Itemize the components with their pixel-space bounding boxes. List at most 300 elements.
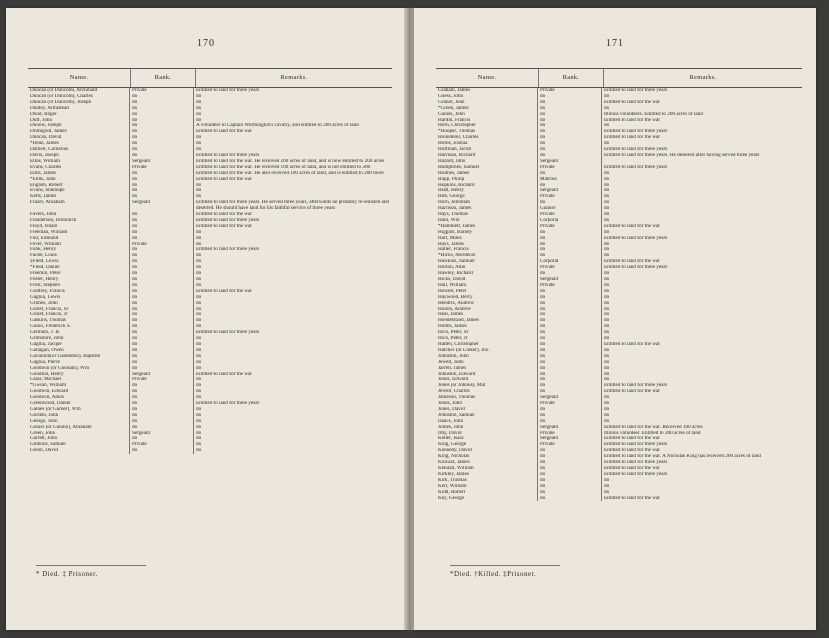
name-cell: *Hicks, Mordecai xyxy=(436,253,538,259)
rank-cell: Private xyxy=(538,431,602,437)
remarks-cell: do xyxy=(604,170,610,176)
name-cell: Duncan (or Duncom), Joseph xyxy=(28,100,130,106)
name-cell: Jarrell, James xyxy=(436,366,538,372)
rank-cell: Sergeant xyxy=(130,200,194,212)
rank-cell: do xyxy=(130,360,194,366)
remarks-cell: Entitled to land for three years xyxy=(604,164,668,170)
rank-cell: do xyxy=(538,389,602,395)
name-cell: Huffman, Jacob xyxy=(436,147,538,153)
roster-table xyxy=(28,68,392,454)
name-cell: Gratiot, Jean xyxy=(436,100,538,106)
name-cell: Humphries, Samuel xyxy=(436,165,538,171)
rank-cell: do xyxy=(130,118,194,124)
remarks-cell: do xyxy=(196,111,202,117)
rank-cell: do xyxy=(130,318,194,324)
rank-cell: do xyxy=(130,271,194,277)
rank-cell: do xyxy=(538,478,602,484)
rank-cell: do xyxy=(538,118,602,124)
rank-cell: do xyxy=(538,271,602,277)
rank-cell: do xyxy=(538,129,602,135)
name-cell: Frost, Stephen xyxy=(28,283,130,289)
rank-cell: Private xyxy=(538,194,602,200)
rank-cell: do xyxy=(538,413,602,419)
rank-cell: do xyxy=(538,106,602,112)
remarks-cell: do xyxy=(196,300,202,306)
name-cell: Duncan (or Duncom), Charles xyxy=(28,94,130,100)
name-cell: Hays, James xyxy=(436,242,538,248)
rank-cell: do xyxy=(130,265,194,271)
remarks-cell: do xyxy=(604,324,610,330)
remarks-cell: Entitled to land for three years xyxy=(604,265,668,271)
rank-cell: do xyxy=(130,141,194,147)
rank-cell: do xyxy=(130,348,194,354)
remarks-cell: do xyxy=(604,247,610,253)
remarks-cell: Entitled to land for the war xyxy=(196,288,253,294)
remarks-cell: do xyxy=(196,365,202,371)
name-cell: Fair, Edmund xyxy=(28,236,130,242)
name-cell: Gagnia, Pierre xyxy=(28,360,130,366)
rank-cell: do xyxy=(130,277,194,283)
remarks-cell: do xyxy=(196,117,202,123)
rank-cell: do xyxy=(130,436,194,442)
rank-cell: Private xyxy=(538,88,602,94)
name-cell: Graham, James xyxy=(436,88,538,94)
remarks-cell: do xyxy=(196,341,202,347)
left-page xyxy=(6,8,406,630)
name-cell: Darnell, Cornelius xyxy=(28,147,130,153)
remarks-cell: Entitled to land for three years xyxy=(196,152,260,158)
name-header: Name. xyxy=(28,69,131,87)
remarks-cell: do xyxy=(196,241,202,247)
rank-cell: Gunner xyxy=(538,206,602,212)
name-cell: Jones, Edward xyxy=(436,377,538,383)
rank-cell: do xyxy=(538,123,602,129)
remarks-cell: Entitled to land for three years. He deserted after having served three years xyxy=(604,152,760,158)
remarks-cell: Entitled to land for three years xyxy=(604,129,668,135)
remarks-cell: do xyxy=(196,235,202,241)
name-cell: Harrison, Richard xyxy=(436,153,538,159)
remarks-cell: Entitled to land for the war xyxy=(604,466,661,471)
table-body xyxy=(436,88,802,501)
remarks-cell: Entitled to land for the war xyxy=(604,436,661,442)
name-cell: Gaines (or Garner), Wm xyxy=(28,407,130,413)
remarks-cell: do xyxy=(196,135,202,141)
rank-cell: do xyxy=(130,129,194,135)
remarks-cell: do xyxy=(196,229,202,235)
rank-cell: Sergeant xyxy=(130,159,194,165)
remarks-cell: do xyxy=(196,324,202,330)
rank-cell: do xyxy=(130,401,194,407)
rank-cell: do xyxy=(538,372,602,378)
name-cell: Hall, William xyxy=(436,283,538,289)
remarks-cell: Entitled to land for three years xyxy=(196,88,260,93)
name-cell: *Field, Daniel xyxy=(28,265,130,271)
name-cell: Johnston, Samuel xyxy=(436,413,538,419)
name-cell: Horton, Adin xyxy=(436,265,538,271)
remarks-cell: do xyxy=(604,336,610,342)
name-cell: Favers, John xyxy=(28,212,130,218)
name-cell: Doud, Roger xyxy=(28,112,130,118)
name-cell: Kirk, Thomas xyxy=(436,478,538,484)
rank-cell: do xyxy=(130,183,194,189)
remarks-cell: Entitled to land for the war xyxy=(604,117,661,123)
remarks-cell: do xyxy=(604,347,610,353)
name-cell: Hico, Peter, Jr xyxy=(436,336,538,342)
remarks-cell: do xyxy=(604,229,610,235)
name-cell: Johnston, Edward xyxy=(436,372,538,378)
remarks-cell: do xyxy=(604,194,610,200)
name-cell: Greenwood, Daniel xyxy=(28,401,130,407)
rank-cell: do xyxy=(538,383,602,389)
rank-cell: do xyxy=(538,466,602,472)
rank-cell: do xyxy=(538,312,602,318)
rank-cell: Private xyxy=(130,88,194,94)
name-cell: *Gwinn, William xyxy=(28,383,130,389)
remarks-cell: Entitled to land for three years xyxy=(604,88,668,93)
rank-cell: do xyxy=(538,496,602,502)
name-cell: Gaines, John xyxy=(436,112,538,118)
table-row xyxy=(436,496,802,502)
remarks-cell: do xyxy=(604,271,610,277)
name-cell: Gaskins, Thomas xyxy=(28,318,130,324)
name-cell: *Dean, James xyxy=(28,141,130,147)
remarks-cell: do xyxy=(196,359,202,365)
name-cell: Glenn, David xyxy=(28,448,130,454)
name-cell: Gibbons, Samuel xyxy=(28,442,130,448)
rank-cell: Corporal xyxy=(538,259,602,265)
rank-cell: do xyxy=(538,112,602,118)
remarks-cell: do xyxy=(196,377,202,383)
rank-cell: do xyxy=(130,212,194,218)
rank-cell: do xyxy=(130,171,194,177)
remarks-cell: Entitled to land for three years xyxy=(196,330,260,336)
remarks-cell: do xyxy=(604,123,610,129)
remarks-cell: do xyxy=(196,253,202,259)
rank-cell: do xyxy=(538,348,602,354)
rank-cell: Sergeant xyxy=(538,277,602,283)
name-cell: Heal, James xyxy=(436,312,538,318)
name-cell: Garrett, John xyxy=(28,436,130,442)
remarks-header: Remarks. xyxy=(689,74,717,81)
rank-cell: Private xyxy=(538,283,602,289)
remarks-cell: do xyxy=(604,406,610,412)
name-cell: Elms, William xyxy=(28,159,130,165)
page-number: 171 xyxy=(606,38,624,49)
rank-cell: do xyxy=(538,324,602,330)
name-cell: Frazer, Abraham xyxy=(28,200,130,212)
rank-cell: do xyxy=(130,153,194,159)
remarks-cell: Entitled to land for three years xyxy=(604,471,668,477)
remarks-cell: do xyxy=(604,282,610,288)
rank-cell: Private xyxy=(538,401,602,407)
rank-cell: do xyxy=(538,301,602,307)
name-cell: Kerr, William xyxy=(436,484,538,490)
rank-cell: Private xyxy=(130,377,194,383)
rank-cell: Sergeant xyxy=(538,188,602,194)
name-cell: *Green, James xyxy=(436,106,538,112)
remarks-cell: do xyxy=(604,401,610,407)
name-cell: Duncan, David xyxy=(28,135,130,141)
remarks-cell: do xyxy=(196,182,202,188)
rank-cell: do xyxy=(538,360,602,366)
remarks-cell: Entitled to land for three years xyxy=(604,460,668,466)
rank-cell: do xyxy=(130,295,194,301)
rank-cell: do xyxy=(538,460,602,466)
name-cell: Germain, J. B. xyxy=(28,330,130,336)
name-cell: George, John xyxy=(28,419,130,425)
name-cell: Goodwin, Edward xyxy=(28,389,130,395)
name-cell: Davis, Joseph xyxy=(28,153,130,159)
rank-cell: do xyxy=(538,448,602,454)
remarks-cell: Entitled to land for the war xyxy=(196,212,253,218)
name-cell: Haywood, Berry xyxy=(436,295,538,301)
rank-cell: do xyxy=(130,395,194,401)
rank-cell: do xyxy=(130,177,194,183)
name-header: Name. xyxy=(436,69,539,87)
remarks-cell: do xyxy=(604,288,610,294)
rank-cell: Sergeant xyxy=(130,431,194,437)
remarks-cell: do xyxy=(604,141,610,147)
name-cell: Goodwin, Amos xyxy=(28,395,130,401)
remarks-cell: do xyxy=(196,141,202,147)
name-cell: Hite, George xyxy=(436,194,538,200)
remarks-cell: Entitled to land for the war xyxy=(604,135,661,141)
rank-cell: do xyxy=(538,135,602,141)
remarks-cell: do xyxy=(604,253,610,259)
remarks-cell: do xyxy=(196,306,202,312)
remarks-cell: do xyxy=(196,99,202,105)
remarks-cell: do xyxy=(196,418,202,424)
remarks-cell: do xyxy=(196,105,202,111)
name-cell: Gagnia, Jacque xyxy=(28,342,130,348)
name-cell: Jones, John xyxy=(436,401,538,407)
remarks-cell: do xyxy=(196,347,202,353)
name-cell: Funk, Henry xyxy=(28,247,130,253)
rank-cell: do xyxy=(130,312,194,318)
remarks-cell: do xyxy=(196,336,202,342)
remarks-cell: Entitled to land for three years xyxy=(604,442,668,448)
name-cell: Hobbs, James xyxy=(436,324,538,330)
name-cell: Higgins, Barney xyxy=(436,230,538,236)
remarks-cell: do xyxy=(604,477,610,483)
table-body xyxy=(28,88,392,454)
rank-cell: do xyxy=(130,366,194,372)
footnote: * Died. ‡ Prisoner. xyxy=(36,565,146,578)
remarks-cell: do xyxy=(604,217,610,223)
name-cell: Hazard, John xyxy=(436,159,538,165)
name-cell: Jones (or Johnus), Mat xyxy=(436,383,538,389)
remarks-cell: do xyxy=(604,395,610,401)
rank-cell: do xyxy=(538,419,602,425)
name-cell: Foster, Henry xyxy=(28,277,130,283)
name-cell: Drumgold, James xyxy=(28,129,130,135)
name-cell: Kennedy, David xyxy=(436,448,538,454)
name-cell: Gagnia, Lewis xyxy=(28,295,130,301)
name-cell: Elms, James xyxy=(28,171,130,177)
rank-cell: Matross xyxy=(538,177,602,183)
rank-cell: do xyxy=(130,301,194,307)
remarks-cell: do xyxy=(196,265,202,271)
name-cell: ‡Field, Lewis xyxy=(28,259,130,265)
rank-cell: Private xyxy=(130,442,194,448)
remarks-cell: Entitled to land for the war xyxy=(604,223,661,229)
remarks-cell: Entitled to land for the war xyxy=(604,259,661,265)
remarks-cell: do xyxy=(604,188,610,194)
rank-cell: do xyxy=(130,112,194,118)
remarks-cell: Entitled to land for the war. He received 100 acres of land, and is not entitled to 200 xyxy=(196,164,371,170)
remarks-cell: do xyxy=(604,483,610,489)
rank-cell: do xyxy=(538,407,602,413)
rank-cell: do xyxy=(538,454,602,460)
remarks-cell: do xyxy=(604,418,610,424)
rank-cell: do xyxy=(130,230,194,236)
rank-cell: do xyxy=(538,141,602,147)
rank-cell: Private xyxy=(538,265,602,271)
rank-cell: do xyxy=(130,448,194,454)
remarks-cell: do xyxy=(604,105,610,111)
rank-cell: do xyxy=(538,100,602,106)
name-cell: Hatten, Christopher xyxy=(436,342,538,348)
remarks-cell: do xyxy=(196,442,202,448)
name-cell: Flanderson, Dominick xyxy=(28,218,130,224)
remarks-cell: do xyxy=(196,271,202,277)
rank-cell: Sergeant xyxy=(538,425,602,431)
remarks-cell: Entitled to land for the war xyxy=(604,341,661,347)
table-header xyxy=(436,69,802,88)
rank-cell: do xyxy=(130,247,194,253)
rank-cell: do xyxy=(130,283,194,289)
name-cell: Kendall, William xyxy=(436,466,538,472)
remarks-cell: do xyxy=(196,147,202,153)
name-cell: Joines, John xyxy=(436,425,538,431)
rank-cell: do xyxy=(130,194,194,200)
name-cell: *Hammett, James xyxy=(436,224,538,230)
remarks-cell: do xyxy=(196,93,202,99)
rank-cell: do xyxy=(538,330,602,336)
name-cell: Howell, Peter xyxy=(436,289,538,295)
remarks-cell: do xyxy=(604,306,610,312)
name-cell: King, George xyxy=(436,442,538,448)
rank-cell: Private xyxy=(130,242,194,248)
name-cell: Floyd, Isham xyxy=(28,224,130,230)
name-cell: Hopkins, Richard xyxy=(436,183,538,189)
name-cell: Hieldebrand, James xyxy=(436,318,538,324)
name-cell: Holmes, James xyxy=(436,171,538,177)
name-cell: Jameson, Thomas xyxy=(436,395,538,401)
remarks-cell: Entitled to land for three years xyxy=(196,401,260,407)
remarks-cell: do xyxy=(604,206,610,212)
rank-cell: do xyxy=(538,242,602,248)
remarks-cell: do xyxy=(604,93,610,99)
remarks-cell: do xyxy=(196,282,202,288)
remarks-cell: do xyxy=(604,182,610,188)
name-cell: Jewell, Charles xyxy=(436,389,538,395)
rank-cell: do xyxy=(130,413,194,419)
name-cell: Glass, Michael xyxy=(28,377,130,383)
remarks-cell: Illinois volunteer. Entitled to 200 acres of land xyxy=(604,430,701,436)
remarks-cell: do xyxy=(196,436,202,442)
remarks-cell: Entitled to land for the war xyxy=(196,129,253,135)
name-cell: Fache, Louis xyxy=(28,253,130,259)
remarks-cell: do xyxy=(604,371,610,377)
name-cell: Evans, Stanhope xyxy=(28,188,130,194)
rank-cell: do xyxy=(130,336,194,342)
rank-cell: do xyxy=(538,336,602,342)
rank-cell: Private xyxy=(538,165,602,171)
name-cell: Guion, Frederick S. xyxy=(28,324,130,330)
remarks-cell: do xyxy=(196,194,202,200)
remarks-cell: do xyxy=(604,412,610,418)
name-cell: Ketts, James xyxy=(28,194,130,200)
name-cell: Dunow, Joseph xyxy=(28,123,130,129)
rank-cell: do xyxy=(130,135,194,141)
remarks-cell: Entitled to land for the war xyxy=(604,389,661,395)
remarks-cell: Illinois volunteers. Entitled to 200 acres of land xyxy=(604,111,703,117)
name-cell: Hawkins, Samuel xyxy=(436,259,538,265)
table-header xyxy=(28,69,392,88)
name-cell: Hays, Thomas xyxy=(436,212,538,218)
name-cell: Hawley, Richard xyxy=(436,271,538,277)
remarks-cell: Entitled to land for three years xyxy=(196,247,260,253)
rank-cell: do xyxy=(538,490,602,496)
rank-cell: do xyxy=(130,342,194,348)
remarks-cell: Entitled to land for the war. He received 200 acres of land, and is now entitled to 200 acres xyxy=(196,158,385,164)
name-cell: Horn, Jeremiah xyxy=(436,200,538,206)
name-cell: Godfrey, Francis xyxy=(28,289,130,295)
rank-cell: Private xyxy=(538,442,602,448)
rank-cell: do xyxy=(538,289,602,295)
rank-cell: do xyxy=(538,200,602,206)
remarks-cell: Entitled to land for three years. He served three years, afterwards he probably re-enlisted and deserted. He should have land for his faithful service of three years xyxy=(196,200,390,212)
remarks-cell: A volunteer in Captain Worthington's cavalry, and entitled to 200 acres of land xyxy=(196,123,359,129)
name-cell: Gordon, John xyxy=(28,413,130,419)
remarks-cell: do xyxy=(196,389,202,395)
name-cell: Jones, David xyxy=(436,407,538,413)
rank-cell: do xyxy=(538,247,602,253)
name-cell: Duff, John xyxy=(28,118,130,124)
rank-cell: do xyxy=(538,342,602,348)
rank-cell: Private xyxy=(130,165,194,171)
remarks-cell: do xyxy=(604,294,610,300)
rank-cell: Sergeant xyxy=(538,395,602,401)
rank-cell: do xyxy=(130,224,194,230)
name-cell: Kidd, Robert xyxy=(436,490,538,496)
rank-cell: Private xyxy=(538,224,602,230)
roster-table xyxy=(436,68,802,501)
rank-cell: do xyxy=(538,253,602,259)
remarks-cell: do xyxy=(604,353,610,359)
name-cell: Key, George xyxy=(436,496,538,502)
name-cell: Rupp, Philip xyxy=(436,177,538,183)
name-cell: Houndelor, Charles xyxy=(436,135,538,141)
name-cell: Hicks, David xyxy=(436,277,538,283)
name-cell: Grimshire, John xyxy=(28,336,130,342)
name-cell: Gonier (or Gannin), Abraham xyxy=(28,425,130,431)
remarks-cell: do xyxy=(196,395,202,401)
remarks-cell: Entitled to land for three years xyxy=(196,217,260,223)
rank-cell: do xyxy=(538,183,602,189)
footnote: *Died. †Killed. ‡Prisoner. xyxy=(450,565,560,578)
name-cell: Freeman, William xyxy=(28,230,130,236)
remarks-header: Remarks. xyxy=(280,74,308,81)
name-cell: Grimes, John xyxy=(28,301,130,307)
rank-cell: do xyxy=(130,100,194,106)
rank-cell: do xyxy=(130,289,194,295)
remarks-cell: do xyxy=(604,365,610,371)
remarks-cell: Entitled to land for the war. He also received 100 acres of land, and is entitled to 200 more xyxy=(196,170,384,176)
table-row xyxy=(28,200,392,212)
rank-header: Rank. xyxy=(539,69,604,87)
